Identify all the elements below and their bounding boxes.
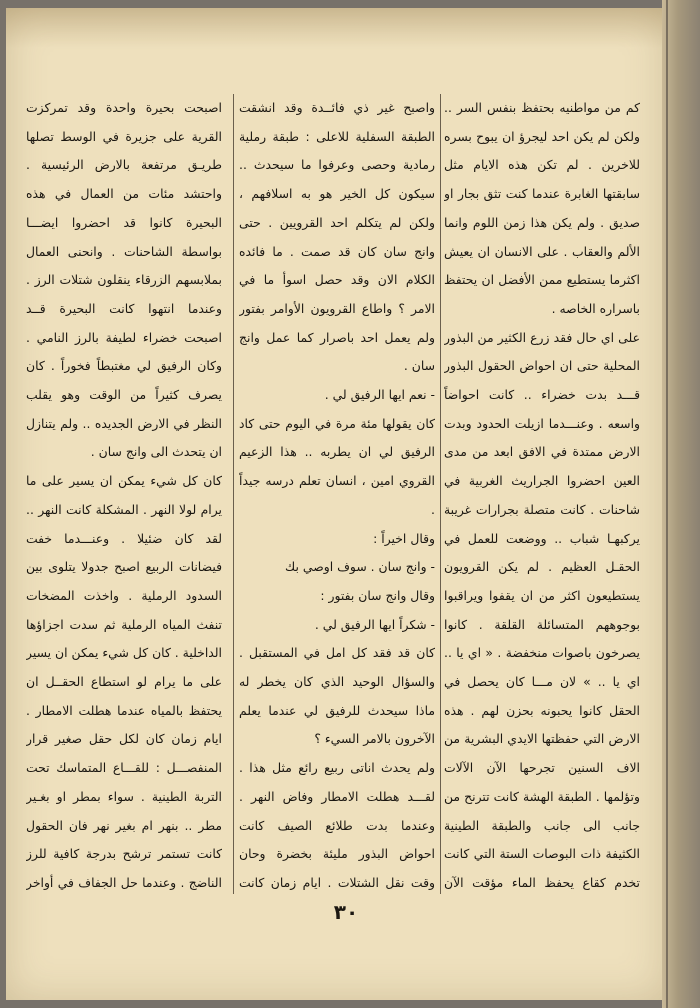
- column-divider: [440, 94, 441, 894]
- text-column-middle: [239, 94, 435, 894]
- page-fold-line: [666, 0, 668, 1008]
- page-number: ٣٠: [333, 900, 359, 924]
- column-text: واصبح غير ذي فائــدة وقد انشقت الطبقة السفلية للاعلى : طبقة رملية رمادية وحصى وعرفوا ما سيحدث .. سيكون كل الخير هو به اسلافهم ، ولكن لم يتكلم احد القرويين . حتى وانج سان كان قد صمت . ما فائده الكلام الان وقد حصل اسوأ ما في الامر ؟ واطاع القرويون الأوامر بفتور ولم يعمل احد باصرار كما عمل وانج سان . - نعم ايها الرفيق لي . كان يقولها مئة مرة في اليوم حتى كاد الرفيق لي ان يطربه .. هذا الزعيم القروي امين ، انسان تعلم درسه جيداً . وقال اخيراً : - وانج سان . سوف اوصي بك وقال وانج سان بفتور : - شكراً ايها الرفيق لي . كان قد فقد كل امل في المستقبل . والسؤال الوحيد الذي كان يخطر له ماذا سيحدث للرفيق لي عندما يعلم الآخرون بالامر السيء ؟ ولم يحدث اناتى ربيع رائع مثل هذا . لقـــد هطلت الامطار وفاض النهر . وعندما بدت طلائع الصيف كانت احواض البذور مليئة بخضرة وحان وقت نقل الشتلات . ايام زمان كانت: [239, 100, 435, 890]
- text-column-right: [444, 94, 640, 894]
- book-page: [6, 8, 666, 1000]
- adjacent-page-edge: [662, 0, 700, 1008]
- page-stain: [6, 8, 666, 48]
- column-text: كم من مواطنيه بحتفظ بنفس السر .. ولكن لم يكن احد ليجرؤ ان يبوح بسره للاخرين . لم تكن هذه الايام مثل سابقتها الغابرة عندما كنت تثق بجار او صديق . ولم يكن هذا زمن اللوم وانما الألم والعقاب . على الانسان ان يعيش اكثرما يستطيع ممن الأفضل ان يحتفظ باسراره الخاصه . على اي حال فقد زرع الكثير من البذور المحلية حتى ان احواض الحقول البذور قـــد بدت خضراء .. كانت احواضاً واسعه . وعنـــدما ازيلت الحدود وبدت الارض ممتدة في الافق ابعد من مدى العين احضروا الجراريث الغربية في شاحنات . كانت متصلة بجرارات غريبة يركبهـا شباب .. ووضعت للعمل في الحقـل العظيم . لم يكن القرويون يستطيعون اكثر من ان يقفوا ويراقبوا بوجوههم المتسائلة القلقة . كانوا يصرخون باصوات منخفضة . « اي يا .. اي يا .. » لان مـــا كان يحصل في الحقل كانوا يحبونه بحزن لهم . هذه الارض التي حفظتها الايدي البشرية من الاف السنين تجرحها الآن الآلات وتؤلمها . الطبقة الهشة كانت تترنح من جانب الى جانب والطبقة الطينية الكثيفة ذات البوصات الستة التي كانت تخدم كقاع يحفظ الماء مؤقت الآن: [444, 100, 640, 890]
- column-text: اصبحت بحيرة واحدة وقد تمركزت القرية على جزيرة في الوسط تصلها طريـق مرتفعة بالارض الرئيسية . واحتشد مئات من العمال في هذه البحيرة كانوا قد احضروا ايضـــا بواسطة الشاحنات . وانحنى العمال بملابسهم الزرقاء ينقلون شتلات الرز . وعندما انتهوا كانت البحيرة قــد اصبحت خضراء لطيفة بالرز النامي . وكان الرفيق لي مغتبطاً فخوراً . كان يصرف كثيراً من الوقت وهو يقلب النظر في الارض الجديده .. ولم يتنازل ان يتحدث الى وانج سان . كان كل شيء يمكن ان يسير على ما يرام لولا النهر . المشكلة كانت النهر .. لقد كان ضئيلا . وعنـــدما خفت فيضانات الربيع اصبح جدولا يتلوى بين السدود الرملية . واخذت المضخات تنفث المياه الرملية ثم سدت اجزاؤها الداخلية . كان كل شيء يمكن ان يسير على ما يرام لو استطاع الحقــل ان يحتفظ بالمياه عندما هطلت الامطار . ايام زمان كان لكل حقل صغير قرار المنفصـــل : للقـــاع المتماسك تحت التربة الطينية . سواء بمطر او بغـير مطر .. بنهر ام بغير نهر فان الحقول كانت تستمر ترشح بدرجة كافية للرز الناضج . وعندما حل الجفاف في أواخر: [26, 100, 222, 890]
- column-divider: [233, 94, 234, 894]
- text-column-left: [26, 94, 222, 894]
